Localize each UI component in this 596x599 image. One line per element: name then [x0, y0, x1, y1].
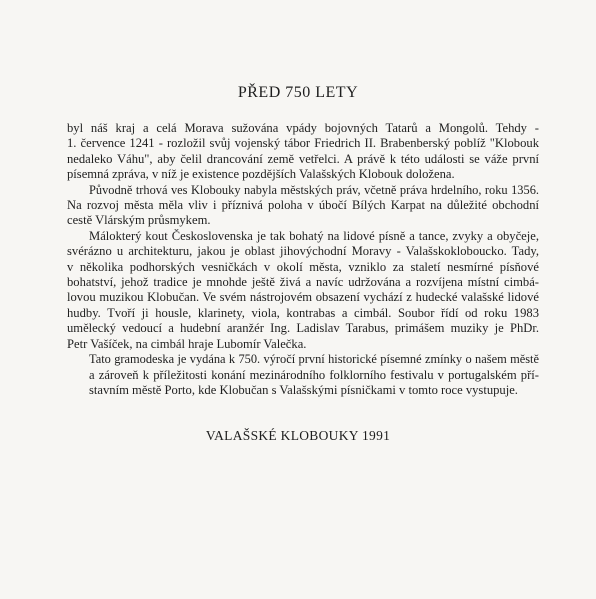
- text-line: byl náš kraj a celá Morava sužována vpády bojovných Tatarů a Mongolů. Tehdy -: [67, 121, 539, 135]
- document-title: PŘED 750 LETY: [237, 84, 359, 101]
- paragraph: [67, 229, 539, 352]
- text-line: nedaleko Váhu", aby čelil drancování země vetřelci. A právě k této události se váže první: [67, 151, 539, 166]
- text-line: 1. července 1241 - rozložil svůj vojenský tábor Friedrich II. Brabenberský poblíž "Klobouk: [67, 136, 539, 151]
- text-line: Na rozvoj města měla vliv i příznivá poloha v úbočí Bílých Karpat na důležité obchodní: [67, 198, 539, 213]
- text-line: Původně trhová ves Klobouky nabyla městských práv, včetně práva hrdelního, roku 1356.: [89, 182, 539, 197]
- paragraph: [67, 183, 539, 229]
- text-line: cestě Vlárským průsmykem.: [67, 213, 211, 228]
- text-line: umělecký vedoucí a hudební aranžér Ing. Ladislav Tarabus, primášem muziky je PhDr.: [67, 321, 539, 336]
- text-line: bohatství, jehož tradice je mnohde ještě živá a navíc udržována a rozvíjena místní cimbá-: [67, 275, 539, 290]
- paragraph: [67, 121, 539, 183]
- text-line: svérázno u architekturu, jakou je oblast jihovýchodní Moravy - Valašskokloboucko. Tady,: [67, 244, 539, 259]
- text-line: Málokterý kout Československa je tak bohatý na lidové písně a tance, zvyky a obyčeje,: [89, 228, 539, 243]
- text-line: hudby. Tvoří ji housle, klarinety, viola, kontrabas a cimbál. Soubor řídí od roku 1983: [67, 305, 539, 320]
- text-line: písemná zpráva, v níž je existence pozdějších Valašských Klobouk doložena.: [67, 167, 455, 182]
- text-line: Petr Vašíček, na cimbál hraje Lubomír Valečka.: [67, 336, 307, 351]
- text-line: Tato gramodeska je vydána k 750. výročí první historické písemné zmínky o našem městě: [89, 352, 539, 367]
- text-line: a zároveň k příležitosti konání mezinárodního folklorního festivalu v portugalském pří-: [89, 367, 539, 382]
- text-line: v několika podhorských vesničkách v okolí města, vzniklo za staletí nesmírné písňové: [67, 259, 539, 274]
- text-line: stavním městě Porto, kde Klobučan s Valašskými písničkami v tomto roce vystupuje.: [89, 382, 518, 397]
- paragraph: [67, 352, 539, 398]
- document-footer: VALAŠSKÉ KLOBOUKY 1991: [205, 428, 391, 443]
- document-body: [67, 121, 539, 398]
- text-line: lovou muzikou Klobučan. Ve svém nástrojovém obsazení vychází z hudecké valašské lidové: [67, 290, 539, 305]
